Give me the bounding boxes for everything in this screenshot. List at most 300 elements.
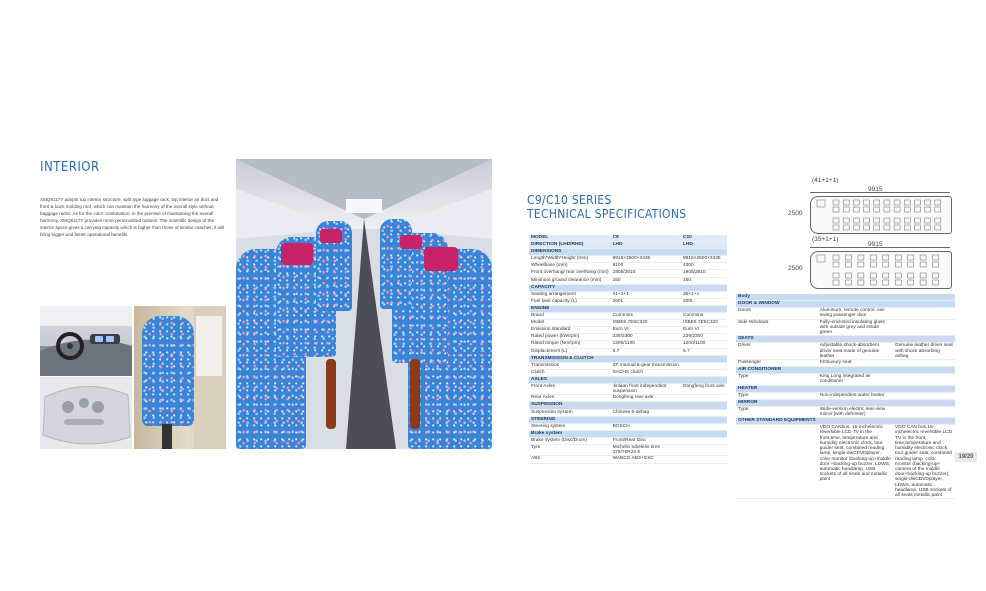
spec-value: 200L	[681, 298, 727, 305]
driver-seat-icon	[817, 255, 825, 262]
seat-icon	[895, 273, 901, 278]
seat-icon	[870, 262, 876, 267]
spec-value: Adjustable shock-absorbent driver seat made of genuine leather	[818, 343, 893, 360]
seat-icon	[870, 273, 876, 278]
spec-row	[529, 383, 727, 394]
spec-value: 150	[681, 277, 727, 284]
spec-value	[611, 430, 681, 437]
spec-label: Tyre	[529, 445, 611, 456]
seat-icon	[833, 218, 839, 223]
spec-value: 6.7	[611, 348, 681, 355]
seat-plan-41	[810, 196, 952, 234]
spec-section-header	[529, 305, 727, 312]
spec-label: SUSPENSION	[529, 402, 611, 409]
seat-icon	[883, 262, 889, 267]
seat-icon	[874, 200, 880, 205]
spec-section-header	[736, 385, 955, 392]
spec-table-body	[736, 294, 955, 499]
seat-icon	[884, 218, 890, 223]
spec-value: Fully-enclosed insulating glass with outside grey and inside green	[818, 319, 893, 336]
armrest	[326, 359, 336, 429]
spec-row	[529, 256, 727, 263]
spec-title	[527, 193, 686, 221]
seat-plan-svg	[811, 252, 951, 288]
seat-icon	[884, 200, 890, 205]
seat-grid	[811, 197, 951, 238]
spec-value: SACHS clutch	[611, 369, 681, 376]
driver-seat-icon	[817, 200, 825, 207]
spec-value: C9	[611, 235, 681, 242]
spec-label: Rated torque (Nm/rpm)	[529, 341, 611, 348]
spec-label: Length*Width*Height (mm)	[529, 256, 611, 263]
spec-value: LHD	[681, 242, 727, 249]
seat-icon	[833, 255, 839, 260]
spec-value	[893, 406, 955, 417]
spec-row	[529, 445, 727, 456]
seat-icon	[884, 225, 890, 230]
seat-icon	[883, 280, 889, 285]
spec-section-header	[736, 367, 955, 374]
spec-row	[529, 341, 727, 348]
spec-section-header	[736, 301, 955, 308]
spec-value	[893, 319, 955, 336]
spec-value	[893, 392, 955, 399]
seat-icon	[925, 200, 931, 205]
driver-seat	[142, 316, 194, 426]
seat-icon	[933, 280, 939, 285]
spec-value: Dongfeng rear axle	[611, 395, 681, 402]
seat-icon	[935, 218, 941, 223]
spec-value	[681, 445, 727, 456]
spec-value	[681, 402, 727, 409]
spec-label: Body	[736, 294, 818, 301]
spec-row	[736, 425, 955, 499]
seat-icon	[933, 262, 939, 267]
spec-value	[681, 416, 727, 423]
plan-2-length: 9915	[868, 241, 883, 248]
seat-icon	[908, 273, 914, 278]
spec-value	[611, 402, 681, 409]
spec-value: C10	[681, 235, 727, 242]
seat-icon	[935, 200, 941, 205]
spec-label: CAPACITY	[529, 284, 611, 291]
spec-value: Michelin tubeless tires 275/70R22.5	[611, 445, 681, 456]
spec-value	[893, 367, 955, 374]
seat-icon	[870, 280, 876, 285]
spec-title-line1: C9/C10 SERIES	[527, 193, 612, 207]
spec-value	[893, 336, 955, 343]
spec-value: 1905/2810	[611, 270, 681, 277]
spec-label: HEATER	[736, 385, 818, 392]
seat-icon	[845, 255, 851, 260]
spec-value: WABCO ABS+ESC	[611, 456, 681, 463]
spec-value	[681, 437, 727, 444]
seat-icon	[843, 207, 849, 212]
spec-label: AIR CONDITIONER	[736, 367, 818, 374]
spec-row	[736, 374, 955, 385]
seat-icon	[833, 262, 839, 267]
seat-icon	[858, 273, 864, 278]
seat-icon	[914, 218, 920, 223]
spec-label: Type	[736, 374, 818, 385]
seat-icon	[895, 280, 901, 285]
spec-section-header	[529, 355, 727, 362]
spec-section-header	[736, 336, 955, 343]
spec-value: LHD	[611, 242, 681, 249]
spec-label: Minimum ground clearance (mm)	[529, 277, 611, 284]
spec-value: Euro VI	[681, 327, 727, 334]
seat-icon	[894, 225, 900, 230]
seat-icon	[845, 262, 851, 267]
seat-icon	[858, 280, 864, 285]
spec-value: 1905/2810	[681, 270, 727, 277]
spec-value: Aluminum, remote control, out-swing passenger door	[818, 308, 893, 319]
seat-icon	[894, 218, 900, 223]
plan-1-length: 9915	[868, 186, 883, 193]
spec-value: Wide-version electric rear-view mirror (with defroster)	[818, 406, 893, 417]
spec-value: Cummins	[681, 313, 727, 320]
spec-label: Clutch	[529, 369, 611, 376]
spec-value	[681, 355, 727, 362]
spec-value: 1200/1100	[681, 341, 727, 348]
spec-row	[529, 320, 727, 327]
spec-row	[529, 313, 727, 320]
spec-section-header	[736, 418, 955, 425]
seat-icon	[884, 207, 890, 212]
seat-icon	[853, 225, 859, 230]
overhead-console-photo	[40, 377, 132, 449]
spec-row	[529, 277, 727, 284]
seat-icon	[914, 225, 920, 230]
seat-icon	[874, 225, 880, 230]
spec-label: Front Axles	[529, 383, 611, 394]
seat-icon	[914, 200, 920, 205]
spec-value	[681, 369, 727, 376]
spec-row	[529, 395, 727, 402]
spec-value	[681, 423, 727, 430]
seat-icon	[833, 207, 839, 212]
seat-icon	[894, 200, 900, 205]
spec-section-header	[529, 249, 727, 256]
spec-label: STEERING	[529, 416, 611, 423]
spec-value: 41+1+1	[611, 291, 681, 298]
spec-row	[529, 291, 727, 298]
spec-label: MODEL	[529, 235, 611, 242]
seat-icon	[833, 280, 839, 285]
spec-value	[681, 249, 727, 256]
spec-value	[818, 294, 893, 301]
spec-label: Model	[529, 320, 611, 327]
spec-row	[736, 359, 955, 366]
spec-label: Brake system	[529, 430, 611, 437]
spec-label: Type	[736, 406, 818, 417]
spec-row	[529, 437, 727, 444]
seat-icon	[935, 207, 941, 212]
spec-value	[818, 301, 893, 308]
spec-value: 150	[611, 277, 681, 284]
spec-label: ENGINE	[529, 305, 611, 312]
spec-value: King Long integrated air conditioner	[818, 374, 893, 385]
plan-2-label: (35+1+1)	[812, 236, 839, 243]
spec-label: Suspension system	[529, 409, 611, 416]
interior-title: INTERIOR	[40, 160, 100, 175]
spec-row	[529, 369, 727, 376]
spec-value	[818, 336, 893, 343]
plan-1-label: (41+1+1)	[812, 177, 839, 184]
seat-plan-35	[810, 251, 952, 289]
headrest-cover	[400, 235, 422, 249]
spec-section-header	[529, 376, 727, 383]
seat-icon	[833, 200, 839, 205]
armrest	[410, 359, 420, 429]
spec-value	[611, 416, 681, 423]
spec-label: OTHER STANDARD EQUIPMENTS	[738, 418, 816, 424]
spec-value	[681, 376, 727, 383]
spec-label: Seating arrangement	[529, 291, 611, 298]
interior-description: XMQ6117Y adopts top interior structure, split type luggage rack, top interior air duct and front & back molding roof, which can maintain the harmony of the overall style without baggage racks. As for the color combination, in the premise of maintaining the overall harmony, XMQ6117Y provides more personalized options. The scientific design of the interior space gives a carrying capacity which is higher than those of similar coaches, it will bring bigger and faster operational benefits.	[40, 197, 225, 237]
spec-value	[893, 301, 955, 308]
spec-value	[818, 367, 893, 374]
spec-value	[611, 355, 681, 362]
seat-icon	[858, 262, 864, 267]
seat-icon	[904, 200, 910, 205]
seat-right-rear	[380, 219, 412, 309]
seat-icon	[833, 225, 839, 230]
spec-value: 239/2300	[611, 334, 681, 341]
spec-value: Chinese 6-airbag	[611, 409, 681, 416]
spec-value	[611, 249, 681, 256]
spec-label: DIRECTION (LHD/RHD)	[529, 242, 611, 249]
spec-label: DOOR & WINDOW	[736, 301, 818, 308]
seat-icon	[843, 225, 849, 230]
spec-value: 1200/1100	[611, 341, 681, 348]
seat-icon	[883, 255, 889, 260]
spec-value: 4300	[681, 263, 727, 270]
spec-value	[681, 456, 727, 463]
headrest-cover	[424, 247, 458, 271]
spec-row	[529, 263, 727, 270]
spec-value	[681, 284, 727, 291]
spec-label: Transmission	[529, 362, 611, 369]
seat-icon	[904, 225, 910, 230]
seat-icon	[864, 218, 870, 223]
seat-icon	[845, 280, 851, 285]
seat-icon	[845, 273, 851, 278]
seat-icon	[853, 218, 859, 223]
spec-value	[681, 395, 727, 402]
spec-section-header	[529, 242, 727, 249]
seat-icon	[895, 255, 901, 260]
seat-icon	[858, 255, 864, 260]
spec-label	[736, 425, 818, 499]
spec-value: VDO CAN bus,15-inchelectric reversible LCD TV in the front, time,temperature and humidity electronic clock, tour guider seat, combined reading lamp, color monitor (backing-up+ camera of the middle door+backing-up buzzer), single-disCDVDplayer, LDWS, automatic headlamp, USB sockets of all seats,metallic paint	[893, 425, 955, 499]
spec-label: Brand	[529, 313, 611, 320]
spec-value: 260L	[611, 298, 681, 305]
spec-value: Genuine leather driver seat with shock absorbing airbag	[893, 343, 955, 360]
spec-value: Cummins	[611, 313, 681, 320]
spec-value: ISBE6.7E5C320	[681, 320, 727, 327]
spec-label: Wheelbase (mm)	[529, 263, 611, 270]
plan-2-width: 2500	[788, 265, 803, 272]
spec-row	[529, 409, 727, 416]
seat-grid	[811, 252, 951, 293]
seat-icon	[853, 200, 859, 205]
spec-value: 6.7	[681, 348, 727, 355]
spec-value	[611, 284, 681, 291]
spec-value: BOSCH	[611, 423, 681, 430]
spec-value	[893, 374, 955, 385]
spec-value	[818, 418, 893, 425]
spec-row	[736, 319, 955, 336]
spec-label: Brake system (Disc/Drum)	[529, 437, 611, 444]
seat-icon	[904, 218, 910, 223]
seat-icon	[843, 200, 849, 205]
seat-icon	[908, 280, 914, 285]
seat-icon	[935, 225, 941, 230]
spec-value: 239/2300	[681, 334, 727, 341]
dashboard-photo	[40, 306, 132, 376]
spec-value: 6100	[611, 263, 681, 270]
seat-icon	[883, 273, 889, 278]
spec-value: Jinlaan front independent suspension	[611, 383, 681, 394]
spec-value: Front/Rear Disc	[611, 437, 681, 444]
seat-icon	[894, 207, 900, 212]
seat-icon	[833, 273, 839, 278]
spec-row	[736, 343, 955, 360]
seat-post	[162, 424, 172, 449]
seat-icon	[904, 207, 910, 212]
spec-label: Driver	[736, 343, 818, 360]
spec-label: DIMENSIONS	[529, 249, 611, 256]
seat-icon	[864, 207, 870, 212]
spec-label: Displacement (L)	[529, 348, 611, 355]
spec-value	[893, 399, 955, 406]
spec-table-main	[529, 235, 727, 464]
spec-label: Passenger	[736, 359, 818, 366]
spec-title-line2: TECHNICAL SPECIFICATIONS	[527, 207, 687, 221]
spec-section-header	[529, 416, 727, 423]
seat-icon	[933, 255, 939, 260]
seat-icon	[864, 225, 870, 230]
seat-icon	[864, 200, 870, 205]
seat-icon	[870, 255, 876, 260]
spec-value	[611, 376, 681, 383]
spec-section-header	[529, 235, 727, 242]
spec-row	[529, 270, 727, 277]
spec-label: Emission standard	[529, 327, 611, 334]
seat-icon	[843, 218, 849, 223]
spec-value: Euro VI	[611, 327, 681, 334]
spec-value	[818, 399, 893, 406]
spec-label: MIRROR	[736, 399, 818, 406]
spec-value: ZF manual 6-gear transmission	[612, 362, 679, 368]
seat-icon	[908, 255, 914, 260]
spec-label: Rear Axles	[529, 395, 611, 402]
seat-icon	[920, 273, 926, 278]
seat-icon	[920, 280, 926, 285]
spec-row	[736, 406, 955, 417]
seat-icon	[908, 262, 914, 267]
spec-section-header	[529, 402, 727, 409]
spec-value: 35+1+1	[681, 291, 727, 298]
spec-label: AXLES	[529, 376, 611, 383]
spec-section-header	[736, 294, 955, 301]
spec-value	[611, 305, 681, 312]
spec-value: 9915×2500×3435	[681, 256, 727, 263]
plan-1-dimension-line	[810, 192, 950, 193]
spec-value	[681, 409, 727, 416]
spec-label: Side Windows	[736, 319, 818, 336]
seat-icon	[895, 262, 901, 267]
spec-value: ISBE6.7E5C320	[611, 320, 681, 327]
spec-label: SEATS	[736, 336, 818, 343]
spec-row	[736, 308, 955, 319]
spec-value: Non-independent water heater	[818, 392, 893, 399]
spec-row	[529, 334, 727, 341]
plan-2-dimension-line	[810, 247, 950, 248]
seat-icon	[874, 207, 880, 212]
spec-row	[736, 392, 955, 399]
spec-label: Steering system	[529, 423, 611, 430]
headrest-cover	[320, 229, 342, 243]
spec-value: 9915×2500×3435	[611, 256, 681, 263]
seat-icon	[874, 218, 880, 223]
plan-1-width: 2500	[788, 210, 803, 217]
seat-icon	[914, 207, 920, 212]
spec-label: Front overhang/ rear overhang (mm)	[531, 270, 609, 276]
spec-value: VDO CANbus, 15-inchelectric reversible LCD TV in the front,time, temperature and humidity electronic clock, tour guider seat, combined reading lamp, single-disCDVDplayer, color monitor (backing-up+middle door +backing-up buzzer, LDWS, automatic headlamp, USB sockets of all seats and metallic paint	[818, 425, 893, 499]
spec-section-header	[529, 284, 727, 291]
spec-value	[681, 362, 727, 369]
bus-interior-photo	[236, 159, 492, 449]
spec-value	[893, 308, 955, 319]
spec-row	[529, 362, 727, 369]
spec-row	[529, 423, 727, 430]
seat-icon	[920, 262, 926, 267]
spec-value	[893, 294, 955, 301]
spec-value	[893, 418, 955, 425]
seat-icon	[925, 225, 931, 230]
headrest-cover	[281, 243, 313, 265]
spec-section-header	[736, 399, 955, 406]
seat-icon	[925, 207, 931, 212]
spec-label: Fuel tank capacity (L)	[529, 298, 611, 305]
seat-icon	[925, 218, 931, 223]
spec-section-header	[529, 430, 727, 437]
spec-value	[893, 359, 955, 366]
seat-icon	[853, 207, 859, 212]
spec-value: K01luxury seat	[818, 359, 893, 366]
spec-row	[529, 456, 727, 463]
spec-label: Rated power (kW/rpm)	[529, 334, 611, 341]
spec-label: Doors	[736, 308, 818, 319]
spec-label: Type	[736, 392, 818, 399]
spec-value: Dongfeng front axle	[681, 383, 727, 394]
spec-value	[681, 305, 727, 312]
seat-plan-svg	[811, 197, 951, 233]
spec-row	[529, 327, 727, 334]
spec-row	[529, 348, 727, 355]
seat-icon	[933, 273, 939, 278]
spec-value	[893, 385, 955, 392]
driver-seat-photo	[134, 306, 226, 449]
spec-value	[818, 385, 893, 392]
spec-row	[529, 298, 727, 305]
spec-value	[681, 430, 727, 437]
spec-label: ABS	[529, 456, 611, 463]
page-number: 19/20	[955, 452, 977, 462]
spec-label: TRANSMISSION & CLUTCH	[529, 355, 611, 362]
